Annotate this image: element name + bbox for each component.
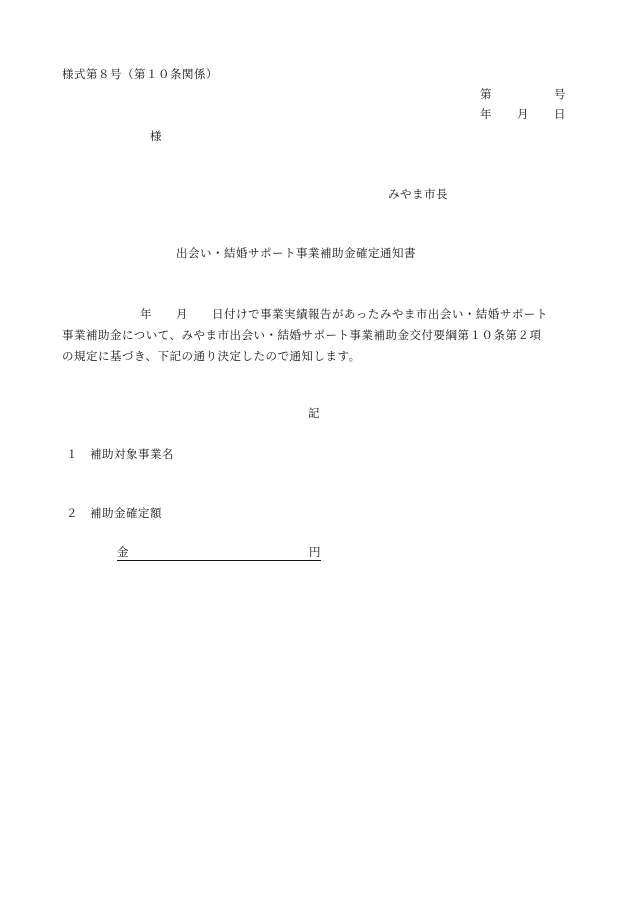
item-1-label: 補助対象事業名 — [90, 447, 174, 461]
doc-number-suffix: 号 — [554, 87, 566, 101]
item-2-label: 補助金確定額 — [90, 506, 162, 520]
date-year: 年 — [480, 107, 492, 121]
body-line-1: 日付けで事業実績報告があったみやま市出会い・結婚サポート — [212, 307, 548, 321]
date-day: 日 — [554, 107, 566, 121]
body-month: 月 — [176, 307, 188, 321]
item-1-number: １ — [66, 447, 78, 461]
amount-suffix: 円 — [309, 545, 321, 559]
body-line-2: 事業補助金について、みやま市出会い・結婚サポート事業補助金交付要綱第１０条第２項 — [62, 328, 542, 342]
ki-heading: 記 — [308, 406, 320, 420]
sender: みやま市長 — [388, 187, 448, 201]
addressee-suffix: 様 — [150, 129, 162, 143]
doc-number-prefix: 第 — [480, 87, 492, 101]
amount-line — [117, 544, 321, 561]
form-label: 様式第８号（第１０条関係） — [62, 67, 218, 81]
document-title: 出会い・結婚サポート事業補助金確定通知書 — [176, 246, 416, 260]
date-month: 月 — [517, 107, 529, 121]
amount-prefix: 金 — [117, 545, 129, 559]
body-year: 年 — [140, 307, 152, 321]
body-line-3: の規定に基づき、下記の通り決定したので通知します。 — [62, 349, 361, 363]
item-2-number: ２ — [66, 506, 78, 520]
